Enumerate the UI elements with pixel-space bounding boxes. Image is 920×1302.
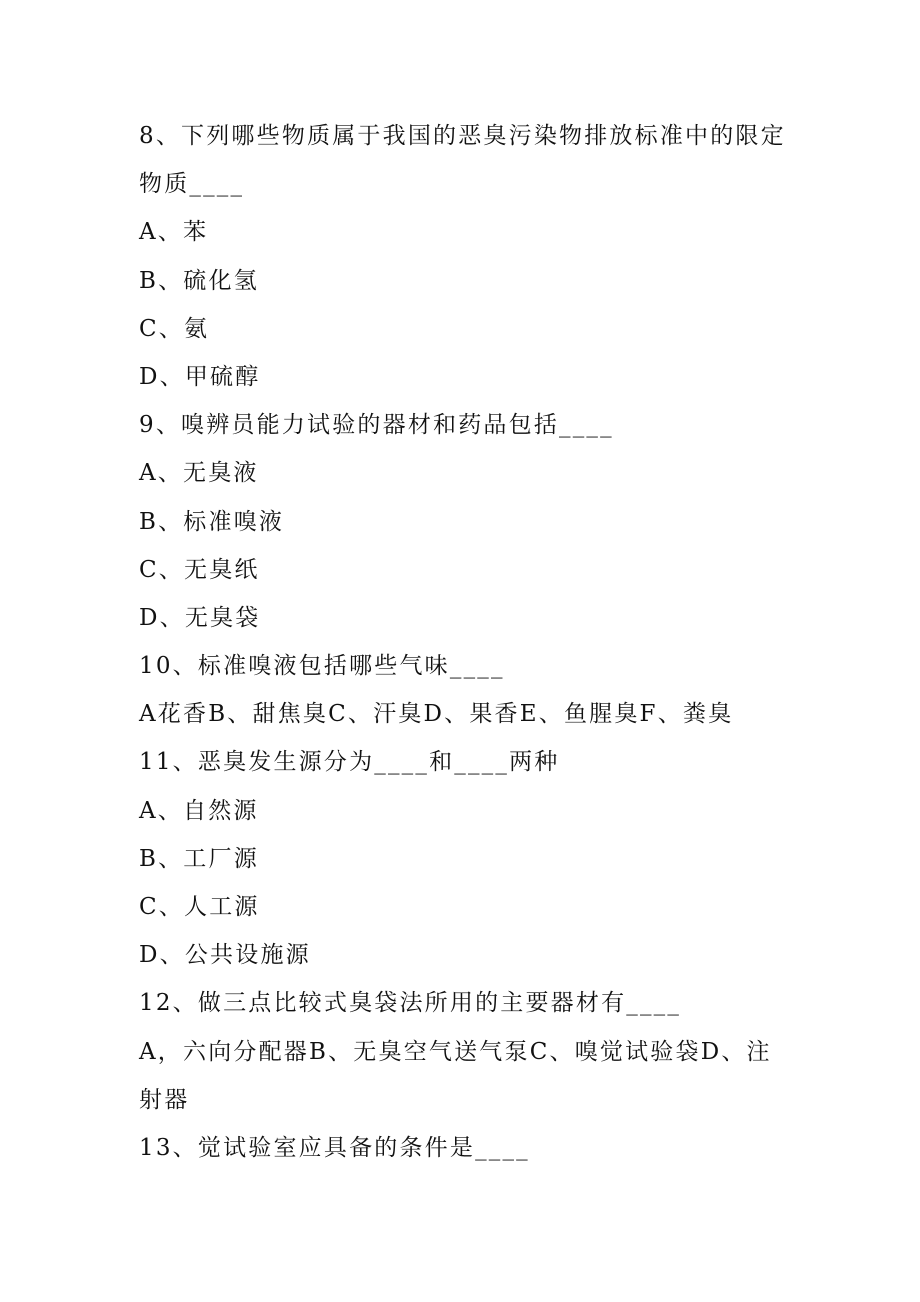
question-8-option-b: B、硫化氢 (139, 267, 259, 294)
question-9-option-d: D、无臭袋 (139, 604, 261, 631)
question-9-option-c: C、无臭纸 (139, 556, 260, 583)
question-8-option-a: A、苯 (139, 219, 209, 246)
question-10: 10、标准嗅液包括哪些气味____ (139, 653, 505, 680)
question-10-options: A花香B、甜焦臭C、汗臭D、果香E、鱼腥臭F、粪臭 (139, 701, 734, 728)
question-12: 12、做三点比较式臭袋法所用的主要器材有____ (139, 990, 682, 1017)
question-11-option-b: B、工厂源 (139, 845, 259, 872)
question-9-option-b: B、标准嗅液 (139, 508, 285, 535)
question-12-options: A，六向分配器B、无臭空气送气泵C、嗅觉试验袋D、注射器 (139, 1038, 772, 1113)
question-8-option-c: C、氨 (139, 315, 210, 342)
question-8: 8、下列哪些物质属于我国的恶臭污染物排放标准中的限定物质____ (139, 123, 786, 198)
question-8-option-d: D、甲硫醇 (139, 363, 261, 390)
question-9: 9、嗅辨员能力试验的器材和药品包括____ (139, 412, 614, 439)
question-11-option-d: D、公共设施源 (139, 942, 311, 969)
question-11-option-c: C、人工源 (139, 894, 260, 921)
question-13: 13、觉试验室应具备的条件是____ (139, 1135, 530, 1161)
question-9-option-a: A、无臭液 (139, 460, 259, 487)
question-11: 11、恶臭发生源分为____和____两种 (139, 749, 560, 776)
question-list (139, 112, 789, 1172)
question-11-option-a: A、自然源 (139, 797, 259, 824)
